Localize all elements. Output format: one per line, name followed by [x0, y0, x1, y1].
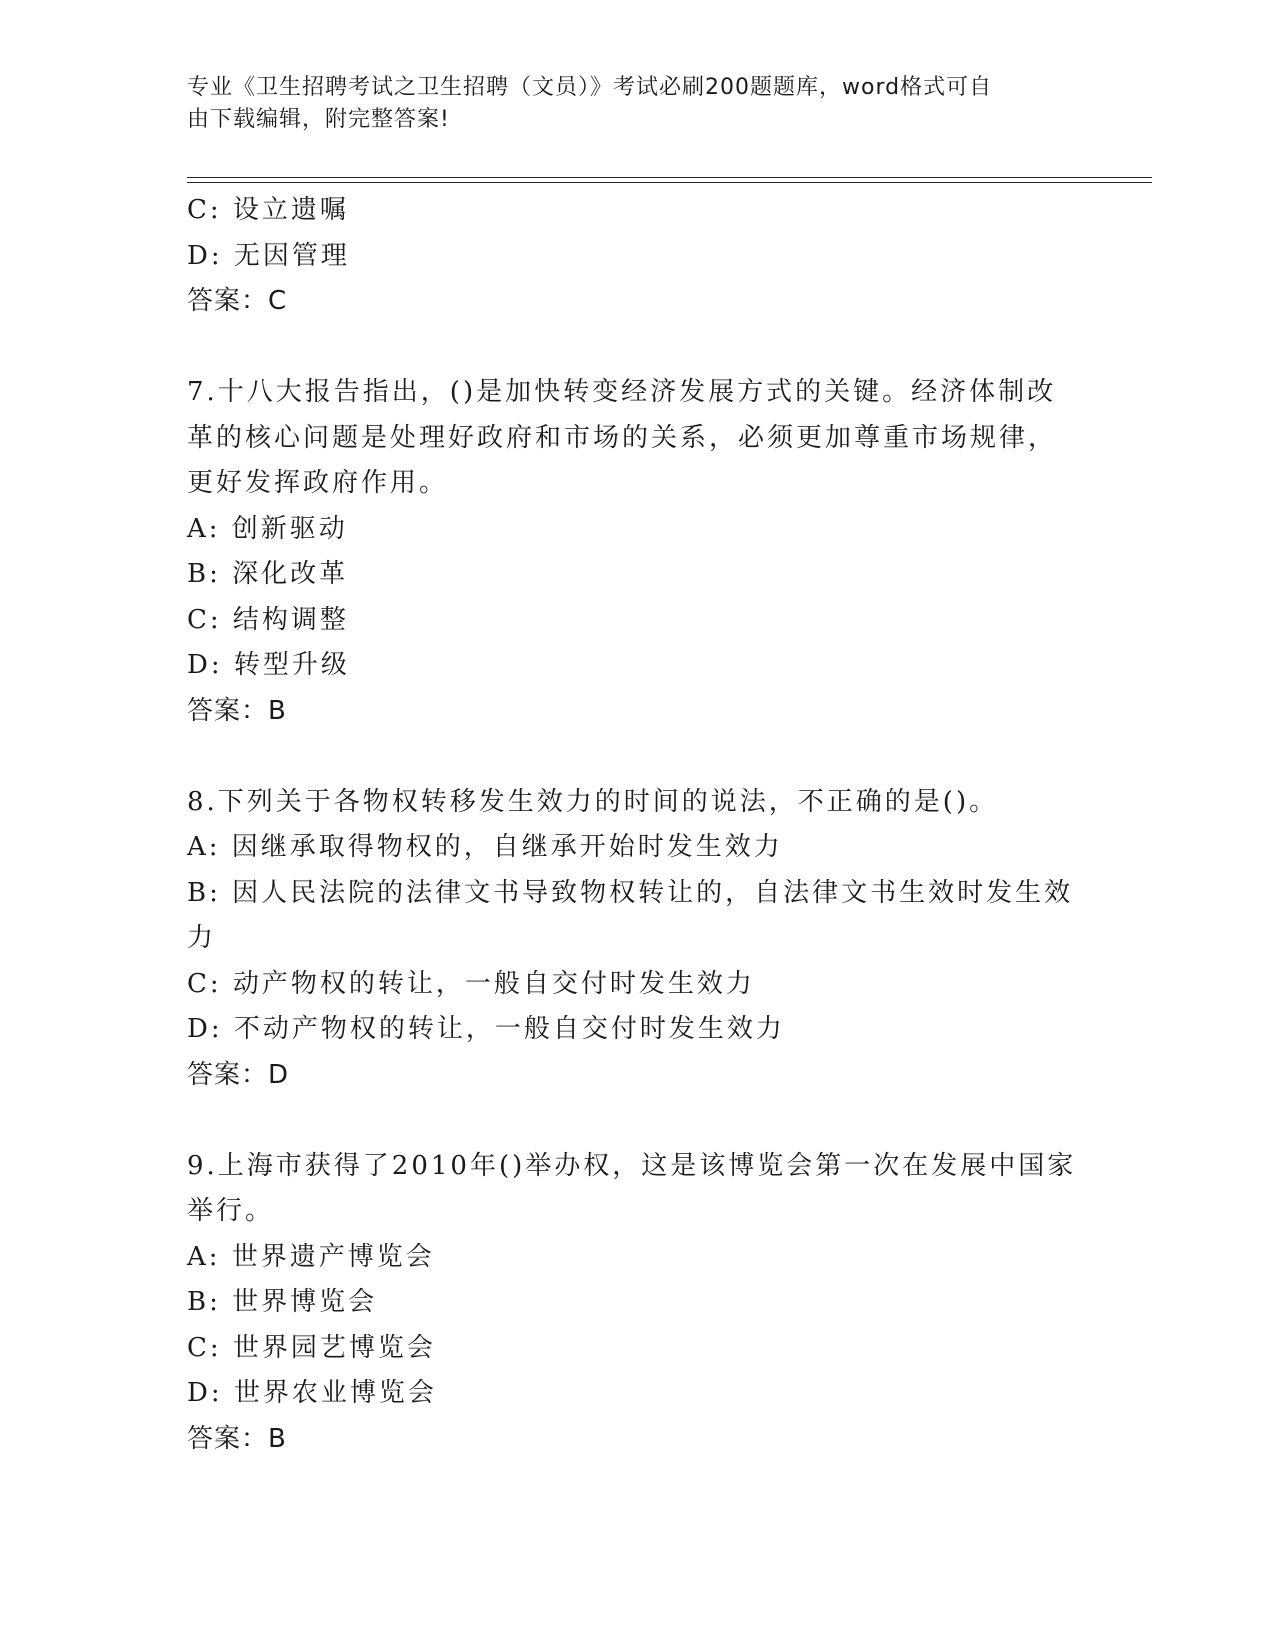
option-c: C: 结构调整 — [187, 604, 349, 635]
option-c: C: 世界园艺博览会 — [187, 1332, 436, 1363]
question-stem-line: 革的核心问题是处理好政府和市场的关系，必须更加尊重市场规律， — [187, 422, 1058, 453]
header-line-2: 由下载编辑，附完整答案! — [187, 107, 450, 132]
option-c: C: 动产物权的转让，一般自交付时发生效力 — [187, 968, 755, 999]
option-b-continued: 力 — [187, 923, 217, 953]
option-c: C: 设立遗嘱 — [187, 195, 349, 225]
spacer — [187, 325, 1087, 371]
option-d: D: 无因管理 — [187, 240, 350, 271]
question-9 — [187, 1144, 1087, 1463]
option-a: A: 世界遗产博览会 — [187, 1241, 435, 1272]
question-stem-line: 举行。 — [187, 1196, 275, 1226]
question-8 — [187, 780, 1087, 1099]
page-header — [187, 72, 1077, 136]
header-line-1: 专业《卫生招聘考试之卫生招聘（文员）》考试必刷200题题库，word格式可自 — [187, 75, 993, 100]
spacer — [187, 1098, 1087, 1144]
question-stem-line: 7.十八大报告指出，()是加快转变经济发展方式的关键。经济体制改 — [187, 377, 1057, 407]
question-stem-line: 8.下列关于各物权转移发生效力的时间的说法，不正确的是()。 — [187, 786, 999, 817]
option-b: B: 因人民法院的法律文书导致物权转让的，自法律文书生效时发生效 — [187, 877, 1074, 908]
answer: 答案：D — [187, 1059, 290, 1090]
document-body — [187, 188, 1087, 1462]
header-divider-top — [187, 177, 1152, 178]
question-7 — [187, 370, 1087, 734]
answer: 答案：B — [187, 695, 287, 726]
option-d: D: 世界农业博览会 — [187, 1378, 437, 1408]
header-divider-bottom — [187, 182, 1152, 183]
question-stem-line: 更好发挥政府作用。 — [187, 468, 449, 498]
option-d: D: 转型升级 — [187, 650, 350, 680]
spacer — [187, 734, 1087, 780]
answer: 答案：B — [187, 1423, 287, 1454]
answer: 答案：C — [187, 286, 288, 316]
option-a: A: 创新驱动 — [187, 513, 348, 544]
option-b: B: 深化改革 — [187, 559, 349, 589]
option-a: A: 因继承取得物权的，自继承开始时发生效力 — [187, 832, 783, 862]
question-stem-line: 9.上海市获得了2010年()举办权，这是该博览会第一次在发展中国家 — [187, 1150, 1077, 1181]
option-b: B: 世界博览会 — [187, 1287, 378, 1317]
question-6-tail — [187, 188, 1087, 325]
option-d: D: 不动产物权的转让，一般自交付时发生效力 — [187, 1014, 785, 1044]
